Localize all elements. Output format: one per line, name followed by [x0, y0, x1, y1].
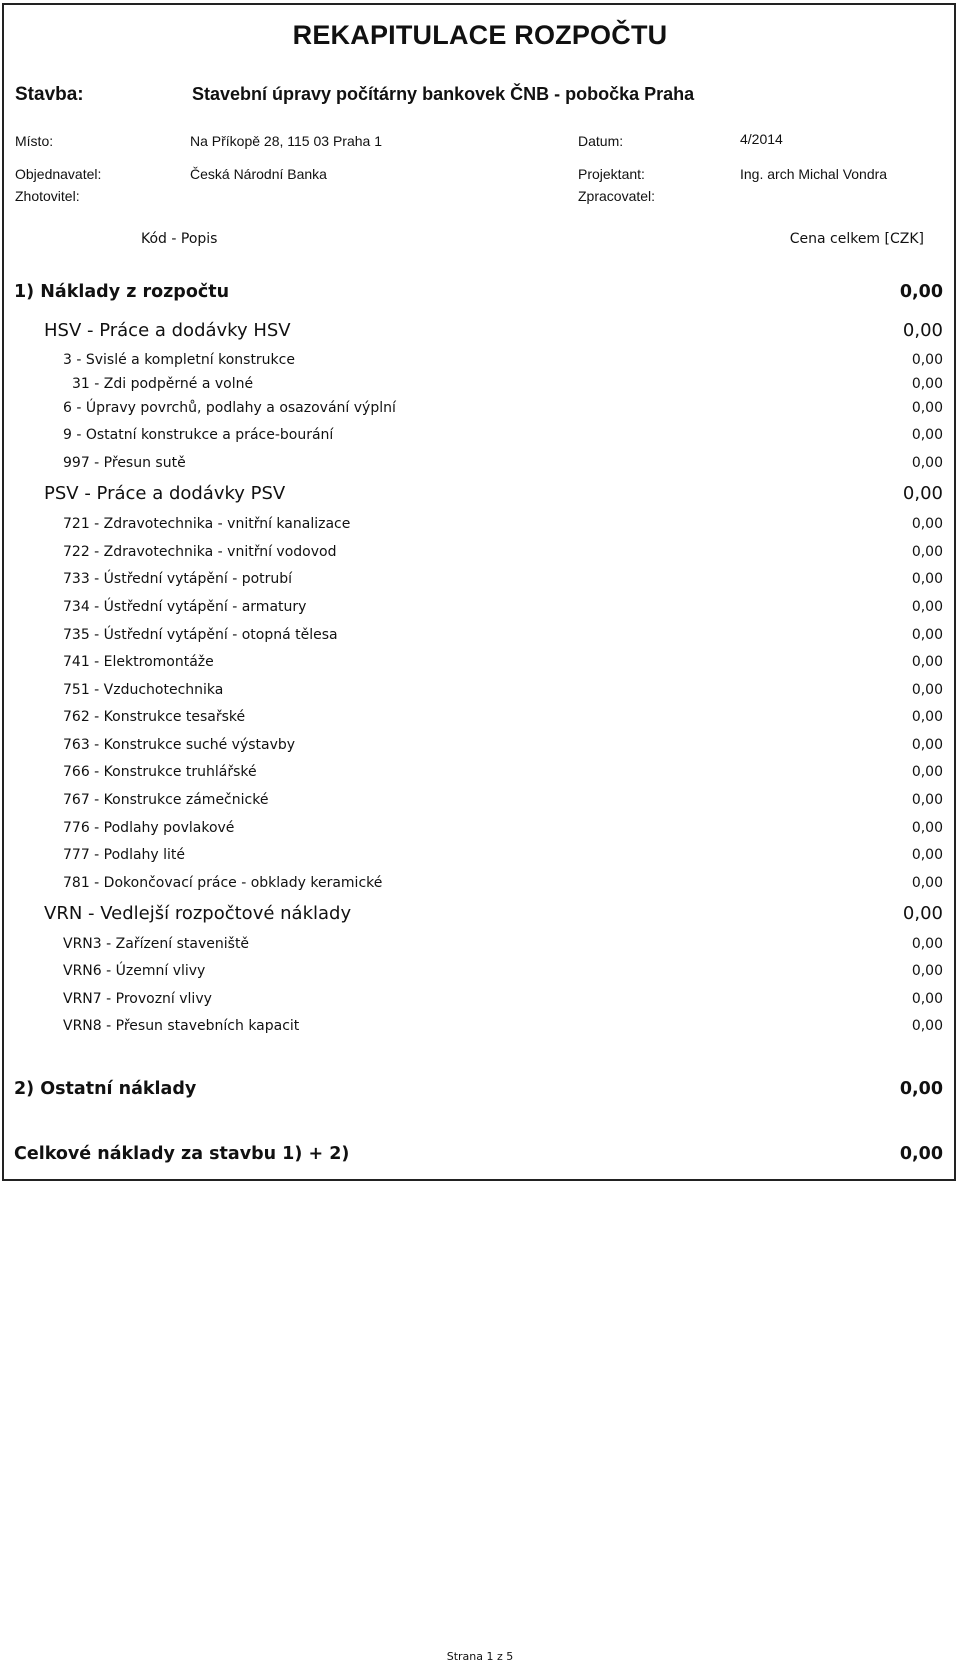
datum-value: 4/2014: [740, 131, 783, 147]
list-item-label: 777 - Podlahy lité: [63, 847, 186, 863]
stavba-value: Stavební úpravy počítárny bankovek ČNB - pobočka Praha: [192, 84, 695, 104]
list-item-value: 0,00: [911, 709, 943, 725]
column-header-price: Cena celkem [CZK]: [789, 231, 924, 247]
list-item-label: 9 - Ostatní konstrukce a práce-bourání: [63, 427, 334, 443]
list-item-value: 0,00: [911, 936, 943, 952]
list-item-value: 0,00: [911, 376, 943, 392]
list-item-value: 0,00: [911, 820, 943, 836]
list-item-label: 733 - Ústřední vytápění - potrubí: [63, 571, 293, 587]
list-item-value: 0,00: [911, 963, 943, 979]
list-item-label: 31 - Zdi podpěrné a volné: [72, 376, 254, 392]
column-header-code: Kód - Popis: [141, 231, 218, 247]
datum-label: Datum:: [578, 133, 624, 149]
group-total-hsv: 0,00: [902, 320, 943, 341]
list-item-label: VRN3 - Zařízení staveniště: [63, 936, 250, 952]
list-item-label: VRN6 - Územní vlivy: [63, 963, 206, 979]
list-item-label: 6 - Úpravy povrchů, podlahy a osazování výplní: [63, 400, 396, 416]
list-item-label: VRN7 - Provozní vlivy: [63, 991, 212, 1007]
list-item-label: 734 - Ústřední vytápění - armatury: [63, 599, 307, 615]
list-item-value: 0,00: [911, 352, 943, 368]
misto-value: Na Příkopě 28, 115 03 Praha 1: [190, 133, 382, 149]
list-item-label: 741 - Elektromontáže: [63, 654, 214, 670]
list-item-label: 762 - Konstrukce tesařské: [63, 709, 246, 725]
list-item-value: 0,00: [911, 991, 943, 1007]
list-item-value: 0,00: [911, 1018, 943, 1034]
objednavatel-label: Objednavatel:: [15, 166, 102, 182]
zpracovatel-label: Zpracovatel:: [578, 188, 656, 204]
section-1-title: 1) Náklady z rozpočtu: [14, 282, 230, 302]
group-title-psv: PSV - Práce a dodávky PSV: [44, 483, 286, 504]
grand-total-title: Celkové náklady za stavbu 1) + 2): [14, 1144, 350, 1164]
list-item-label: 751 - Vzduchotechnika: [63, 682, 224, 698]
section-2-title: 2) Ostatní náklady: [14, 1079, 197, 1099]
list-item-label: 997 - Přesun sutě: [63, 455, 186, 471]
group-total-vrn: 0,00: [902, 903, 943, 924]
list-item-value: 0,00: [911, 764, 943, 780]
list-item-value: 0,00: [911, 544, 943, 560]
grand-total-value: 0,00: [899, 1144, 943, 1164]
list-item-value: 0,00: [911, 599, 943, 615]
section-1-total: 0,00: [899, 282, 943, 302]
projektant-value: Ing. arch Michal Vondra: [740, 166, 888, 182]
list-item-value: 0,00: [911, 654, 943, 670]
list-item-value: 0,00: [911, 427, 943, 443]
projektant-label: Projektant:: [578, 166, 645, 182]
document-title: REKAPITULACE ROZPOČTU: [292, 20, 668, 50]
list-item-value: 0,00: [911, 571, 943, 587]
list-item-label: 767 - Konstrukce zámečnické: [63, 792, 269, 808]
list-item-value: 0,00: [911, 455, 943, 471]
list-item-value: 0,00: [911, 400, 943, 416]
list-item-value: 0,00: [911, 682, 943, 698]
list-item-value: 0,00: [911, 627, 943, 643]
list-item-value: 0,00: [911, 875, 943, 891]
list-item-value: 0,00: [911, 792, 943, 808]
objednavatel-value: Česká Národní Banka: [190, 166, 327, 182]
page-number: Strana 1 z 5: [446, 1650, 514, 1663]
list-item-label: 721 - Zdravotechnika - vnitřní kanalizace: [63, 516, 351, 532]
list-item-label: VRN8 - Přesun stavebních kapacit: [63, 1018, 300, 1034]
list-item-label: 722 - Zdravotechnika - vnitřní vodovod: [63, 544, 337, 560]
list-item-value: 0,00: [911, 516, 943, 532]
list-item-value: 0,00: [911, 737, 943, 753]
list-item-label: 766 - Konstrukce truhlářské: [63, 764, 257, 780]
group-title-hsv: HSV - Práce a dodávky HSV: [44, 320, 291, 341]
section-2-total: 0,00: [899, 1079, 943, 1099]
zhotovitel-label: Zhotovitel:: [15, 188, 80, 204]
list-item-label: 781 - Dokončovací práce - obklady keramické: [63, 875, 383, 891]
stavba-label: Stavba:: [15, 84, 84, 105]
list-item-label: 3 - Svislé a kompletní konstrukce: [63, 352, 295, 368]
list-item-label: 776 - Podlahy povlakové: [63, 820, 235, 836]
list-item-label: 735 - Ústřední vytápění - otopná tělesa: [63, 627, 338, 643]
misto-label: Místo:: [15, 133, 54, 149]
list-item-value: 0,00: [911, 847, 943, 863]
group-total-psv: 0,00: [902, 483, 943, 504]
group-title-vrn: VRN - Vedlejší rozpočtové náklady: [44, 903, 352, 924]
list-item-label: 763 - Konstrukce suché výstavby: [63, 737, 296, 753]
